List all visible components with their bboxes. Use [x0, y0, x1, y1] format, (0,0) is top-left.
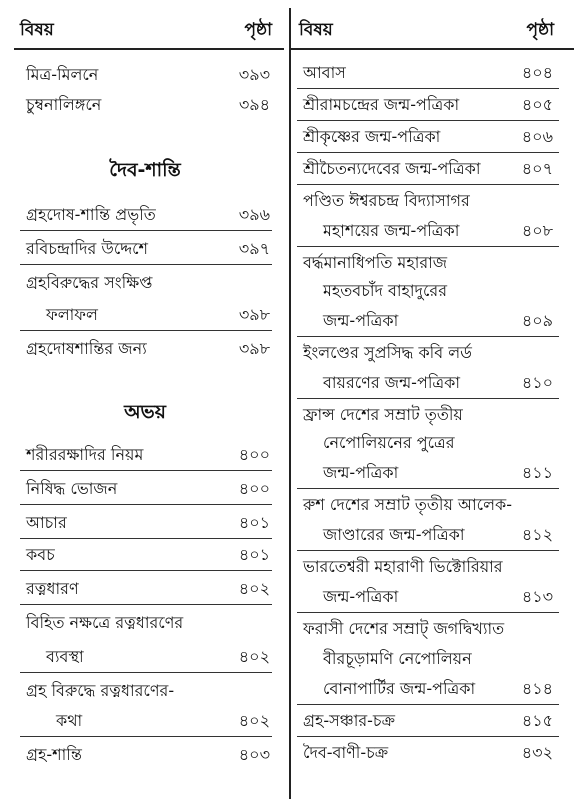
toc-entry[interactable]: আবাস ৪০৪: [303, 63, 553, 82]
entry-separator: [297, 184, 559, 185]
toc-entry-continuation[interactable]: বায়রণের জন্ম-পত্রিকা ৪১০: [323, 373, 553, 392]
toc-entry[interactable]: ফ্রান্স দেশের সম্রাট তৃতীয়: [303, 405, 463, 424]
toc-entry-continuation[interactable]: নেপোলিয়নের পুত্রের: [323, 433, 455, 452]
entry-separator: [297, 550, 559, 551]
toc-entry-continuation[interactable]: কথা ৪০২: [56, 711, 270, 730]
toc-entry[interactable]: ফরাসী দেশের সম্রাট্ জগদ্বিখ্যাত: [303, 619, 505, 638]
toc-entry[interactable]: শ্রীচৈতন্যদেবের জন্ম-পত্রিকা ৪০৭: [303, 159, 553, 178]
toc-entry[interactable]: মিত্র-মিলনে ৩৯৩: [26, 65, 270, 84]
entry-separator: [297, 152, 559, 153]
toc-entry-continuation[interactable]: ব্যবস্থা ৪০২: [46, 647, 270, 666]
toc-entry[interactable]: ভারতেশ্বরী মহারাণী ভিক্টোরিয়ার: [303, 557, 503, 576]
toc-entry[interactable]: গ্রহবিরুদ্ধের সংক্ষিপ্ত: [26, 273, 153, 292]
toc-entry[interactable]: রবিচন্দ্রাদির উদ্দেশে ৩৯৭: [26, 239, 270, 258]
toc-entry-continuation[interactable]: জন্ম-পত্রিকা ৪১৩: [323, 587, 553, 606]
toc-entry-continuation[interactable]: জন্ম-পত্রিকা ৪০৯: [323, 311, 553, 330]
section-heading-daiv: দৈব-শান্তি: [109, 159, 181, 181]
left-header: [20, 16, 272, 46]
entry-separator: [297, 704, 559, 705]
entry-separator: [20, 330, 272, 331]
toc-entry[interactable]: শরীররক্ষাদির নিয়ম ৪০০: [26, 445, 270, 464]
toc-entry[interactable]: গ্রহদোষশান্তির জন্য ৩৯৮: [26, 339, 270, 358]
right-header: [299, 16, 554, 46]
right-header-rule: [291, 48, 574, 50]
toc-entry[interactable]: চুম্বনালিঙ্গনে ৩৯৪: [26, 95, 270, 114]
toc-entry[interactable]: দৈব-বাণী-চক্র ৪৩২: [303, 743, 553, 762]
entry-separator: [20, 230, 272, 231]
toc-entry-continuation[interactable]: মহাশয়ের জন্ম-পত্রিকা ৪০৮: [323, 221, 553, 240]
toc-entry-continuation[interactable]: জন্ম-পত্রিকা ৪১১: [323, 463, 553, 482]
entry-separator: [20, 538, 272, 539]
entry-separator: [20, 504, 272, 505]
entry-separator: [297, 246, 559, 247]
entry-separator: [297, 398, 559, 399]
toc-entry[interactable]: গ্রহ-শান্তি ৪০৩: [26, 745, 270, 764]
toc-entry-continuation[interactable]: মহতবচাঁদ বাহাদুরের: [323, 281, 447, 300]
entry-separator: [20, 470, 272, 471]
toc-entry-continuation[interactable]: বোনাপার্টির জন্ম-পত্রিকা ৪১৪: [323, 679, 553, 698]
toc-entry[interactable]: নিষিদ্ধ ভোজন ৪০০: [26, 479, 270, 498]
entry-separator: [297, 612, 559, 613]
toc-entry[interactable]: কবচ ৪০১: [26, 545, 270, 564]
section-heading-abhay: অভয়: [124, 401, 166, 423]
left-header-rule: [14, 48, 284, 50]
column-divider: [289, 8, 291, 799]
toc-entry[interactable]: গ্রহ বিরুদ্ধে রত্নধারণের-: [26, 681, 175, 700]
toc-entry[interactable]: রত্নধারণ ৪০২: [26, 579, 270, 598]
toc-entry[interactable]: গ্রহদোষ-শান্তি প্রভৃতি ৩৯৬: [26, 205, 270, 224]
toc-entry[interactable]: রুশ দেশের সম্রাট তৃতীয় আলেক-: [303, 495, 513, 514]
toc-entry-continuation[interactable]: জাণ্ডারের জন্ম-পত্রিকা ৪১২: [323, 525, 553, 544]
entry-separator: [297, 120, 559, 121]
toc-entry[interactable]: শ্রীকৃষ্ণের জন্ম-পত্রিকা ৪০৬: [303, 127, 553, 146]
right-header-page: পৃষ্ঠা: [526, 20, 554, 40]
toc-entry[interactable]: পণ্ডিত ঈশ্বরচন্দ্র বিদ্যাসাগর: [303, 191, 470, 210]
toc-entry[interactable]: শ্রীরামচন্দ্রের জন্ম-পত্রিকা ৪০৫: [303, 95, 553, 114]
toc-entry[interactable]: ইংলণ্ডের সুপ্রসিদ্ধ কবি লর্ড: [303, 343, 472, 362]
entry-separator: [297, 736, 559, 737]
toc-entry[interactable]: গ্রহ-সঞ্চার-চক্র ৪১৫: [303, 711, 553, 730]
toc-entry[interactable]: বর্দ্ধমানাধিপতি মহারাজ: [303, 253, 448, 272]
toc-entry-continuation[interactable]: বীরচূড়ামণি নেপোলিয়ন: [323, 649, 472, 668]
toc-entry[interactable]: বিহিত নক্ষত্রে রত্নধারণের: [26, 613, 184, 632]
toc-entry-continuation[interactable]: ফলাফল ৩৯৮: [46, 305, 270, 324]
entry-separator: [297, 488, 559, 489]
entry-separator: [20, 672, 272, 673]
right-header-subject: বিষয়: [299, 20, 333, 40]
entry-separator: [297, 336, 559, 337]
entry-separator: [20, 736, 272, 737]
toc-entry[interactable]: আচার ৪০১: [26, 513, 270, 532]
left-header-subject: বিষয়: [20, 20, 54, 40]
entry-separator: [20, 570, 272, 571]
entry-separator: [20, 264, 272, 265]
entry-separator: [297, 88, 559, 89]
entry-separator: [20, 604, 272, 605]
left-header-page: পৃষ্ঠা: [244, 20, 272, 40]
